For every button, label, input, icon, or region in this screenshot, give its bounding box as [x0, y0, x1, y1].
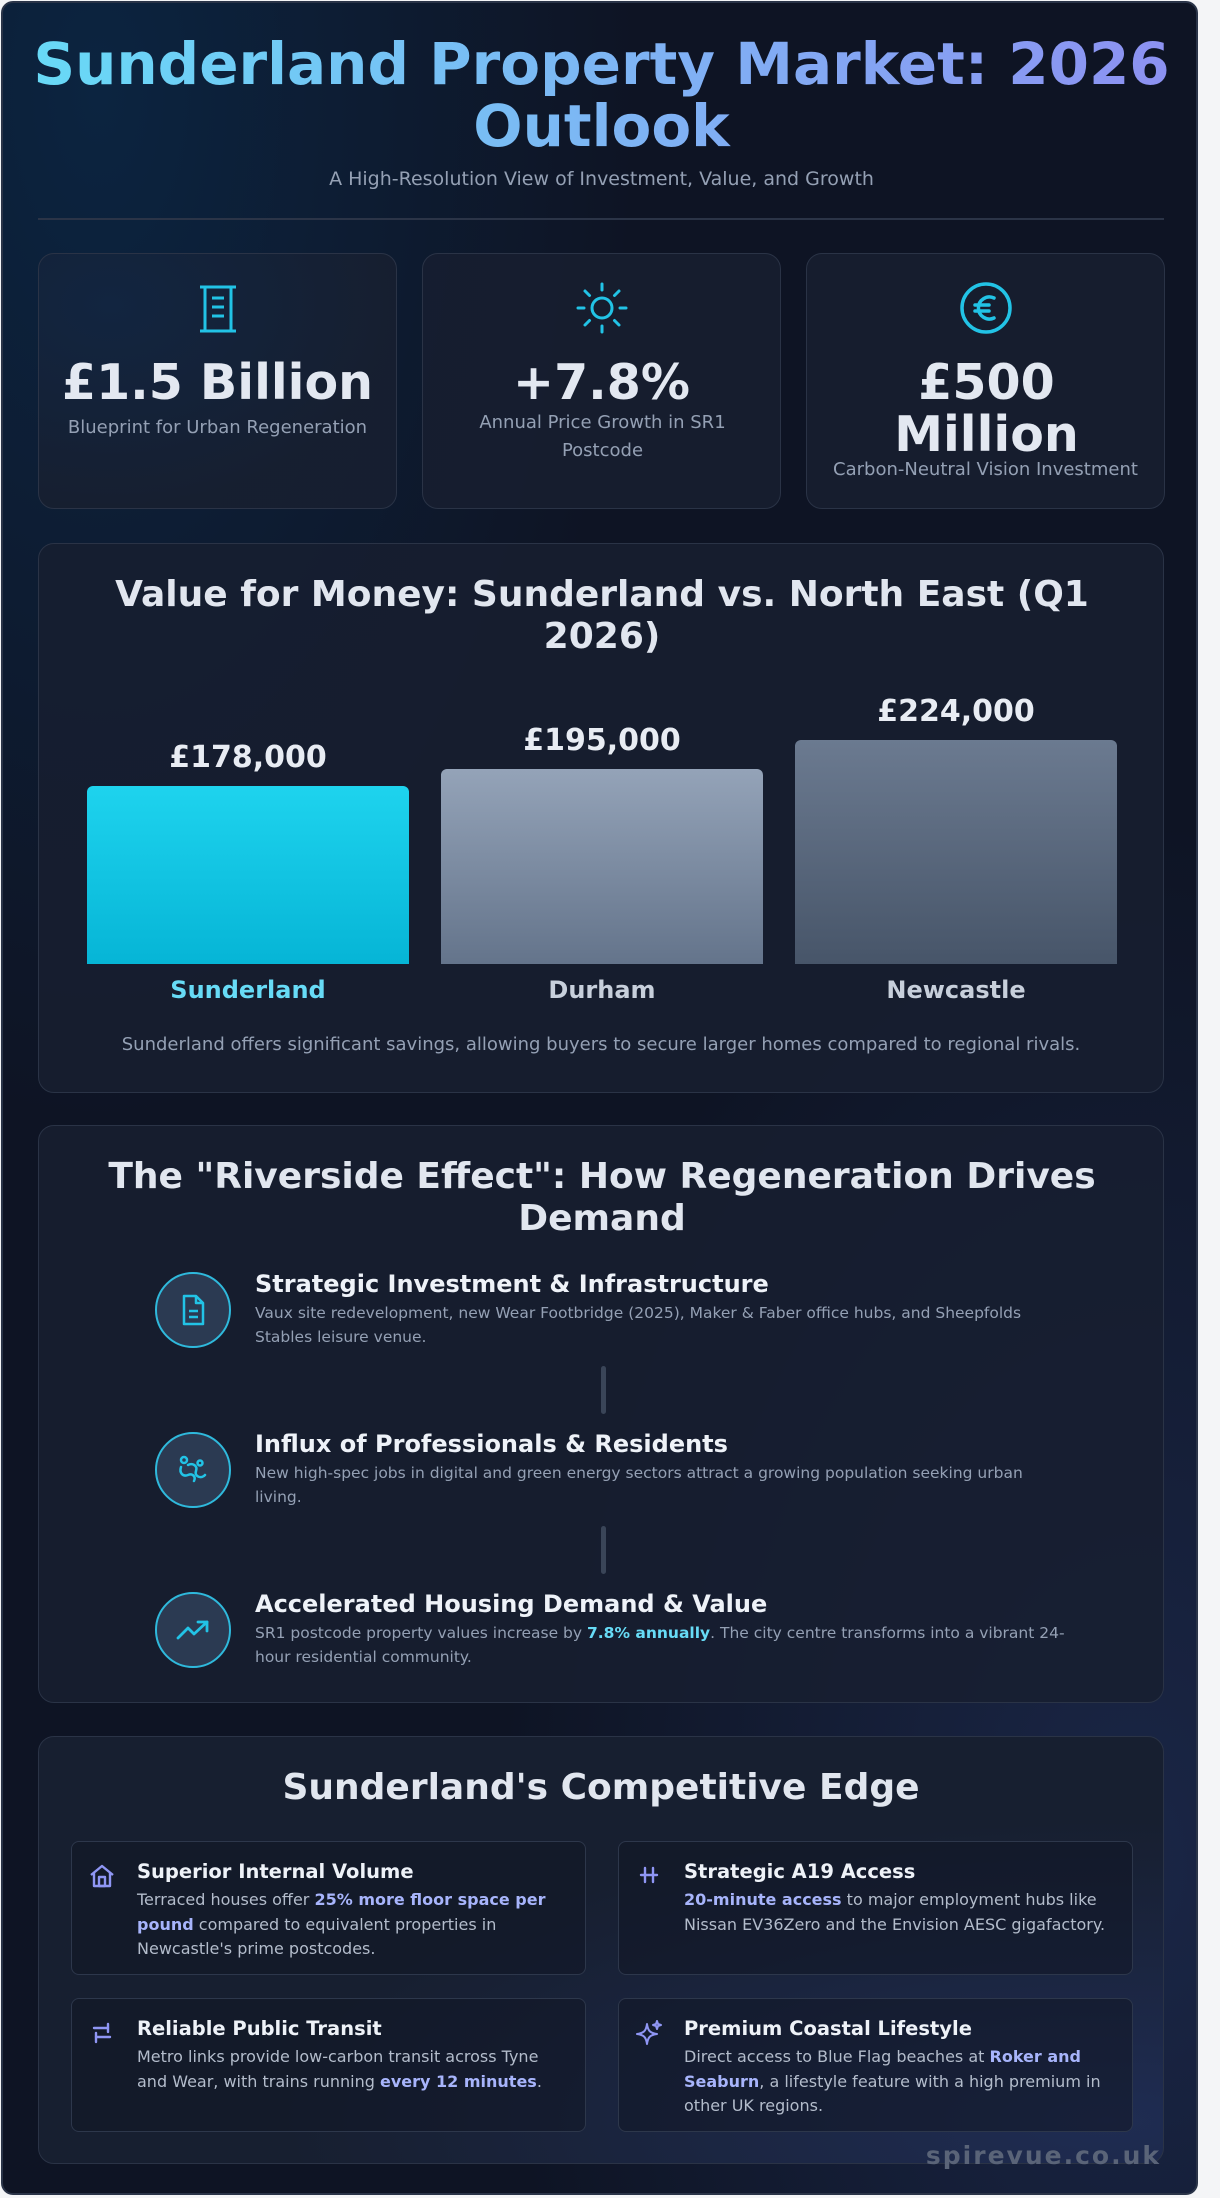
- step-description: SR1 postcode property values increase by 7.8% annually. The city centre transforms into a vibrant 24-hour residential community.: [255, 1624, 1065, 1666]
- bar-durham: [441, 769, 763, 964]
- feature-description: Metro links provide low-carbon transit across Tyne and Wear, with trains running every 12 minutes.: [137, 2047, 542, 2091]
- step-description: Vaux site redevelopment, new Wear Footbridge (2025), Maker & Faber office hubs, and Sheepfolds Stables leisure venue.: [255, 1304, 1022, 1346]
- feature-card-transit: [71, 1998, 586, 2132]
- highlight-text: 7.8% annually: [587, 1624, 711, 1642]
- feature-description: Direct access to Blue Flag beaches at Roker and Seaburn, a lifestyle feature with a high premium in other UK regions.: [684, 2047, 1101, 2115]
- road-icon: [635, 1862, 663, 1890]
- stat-value: £1.5 Billion: [61, 354, 374, 411]
- bar-value-label: £195,000: [523, 723, 681, 758]
- sun-icon: [423, 278, 780, 338]
- bar-category-label: Durham: [548, 976, 656, 1004]
- people-icon: [155, 1432, 231, 1508]
- bar-value-label: £178,000: [169, 740, 327, 775]
- stat-label: Carbon-Neutral Vision Investment: [833, 459, 1138, 480]
- feature-card-coastal: [618, 1998, 1133, 2132]
- stat-card-investment: [38, 253, 397, 509]
- infographic-frame: [1, 1, 1198, 2195]
- bar-newcastle: [795, 740, 1117, 964]
- chart-note: Sunderland offers significant savings, allowing buyers to secure larger homes compared to regional rivals.: [121, 1034, 1081, 1055]
- step-description: New high-spec jobs in digital and green energy sectors attract a growing population seeking urban living.: [255, 1464, 1023, 1506]
- chart-card: [38, 543, 1164, 1093]
- riverside-card: [38, 1125, 1164, 1703]
- document-icon: [155, 1272, 231, 1348]
- feature-card-volume: [71, 1841, 586, 1975]
- feature-description: 20-minute access to major employment hubs like Nissan EV36Zero and the Envision AESC gigafactory.: [684, 1890, 1106, 1934]
- stat-card-growth: [422, 253, 781, 509]
- building-icon: [39, 278, 396, 338]
- feature-title: Strategic A19 Access: [684, 1860, 916, 1883]
- bar-category-label: Newcastle: [886, 976, 1026, 1004]
- stat-value: +7.8%: [513, 354, 690, 411]
- step-title: Accelerated Housing Demand & Value: [255, 1590, 768, 1618]
- stat-card-carbon: [806, 253, 1165, 509]
- euro-icon: [807, 278, 1164, 338]
- feature-title: Reliable Public Transit: [137, 2017, 382, 2040]
- house-icon: [88, 1862, 116, 1890]
- feature-title: Premium Coastal Lifestyle: [684, 2017, 972, 2040]
- page-title: Sunderland Property Market: 2026 Outlook: [3, 33, 1198, 157]
- feature-card-a19: [618, 1841, 1133, 1975]
- chart-title: Value for Money: Sunderland vs. North East (Q1 2026): [115, 574, 1089, 657]
- header-divider: [38, 218, 1164, 220]
- bar-chart: [39, 544, 1165, 1024]
- stat-label: Blueprint for Urban Regeneration: [67, 417, 368, 438]
- sparkle-icon: [635, 2019, 663, 2047]
- bar-category-label: Sunderland: [170, 976, 326, 1004]
- competitive-edge-card: [38, 1736, 1164, 2164]
- trend-up-icon: [155, 1592, 231, 1668]
- stat-label: Annual Price Growth in SR1 Postcode: [479, 412, 726, 461]
- step-title: Influx of Professionals & Residents: [255, 1430, 728, 1458]
- transit-icon: [88, 2019, 116, 2047]
- bar-value-label: £224,000: [877, 694, 1035, 729]
- edge-title: Sunderland's Competitive Edge: [282, 1767, 920, 1808]
- bar-sunderland: [87, 786, 409, 964]
- step-connector: [601, 1526, 606, 1574]
- page-subtitle: A High-Resolution View of Investment, Value, and Growth: [329, 168, 874, 190]
- site-watermark: spirevue.co.uk: [925, 2141, 1161, 2170]
- step-title: Strategic Investment & Infrastructure: [255, 1270, 769, 1298]
- stat-value: £500 Million: [894, 354, 1079, 463]
- feature-title: Superior Internal Volume: [137, 1860, 414, 1883]
- riverside-title: The "Riverside Effect": How Regeneration Drives Demand: [108, 1156, 1096, 1239]
- feature-description: Terraced houses offer 25% more floor space per pound compared to equivalent properties in Newcastle's prime postcodes.: [137, 1890, 546, 1958]
- step-connector: [601, 1366, 606, 1414]
